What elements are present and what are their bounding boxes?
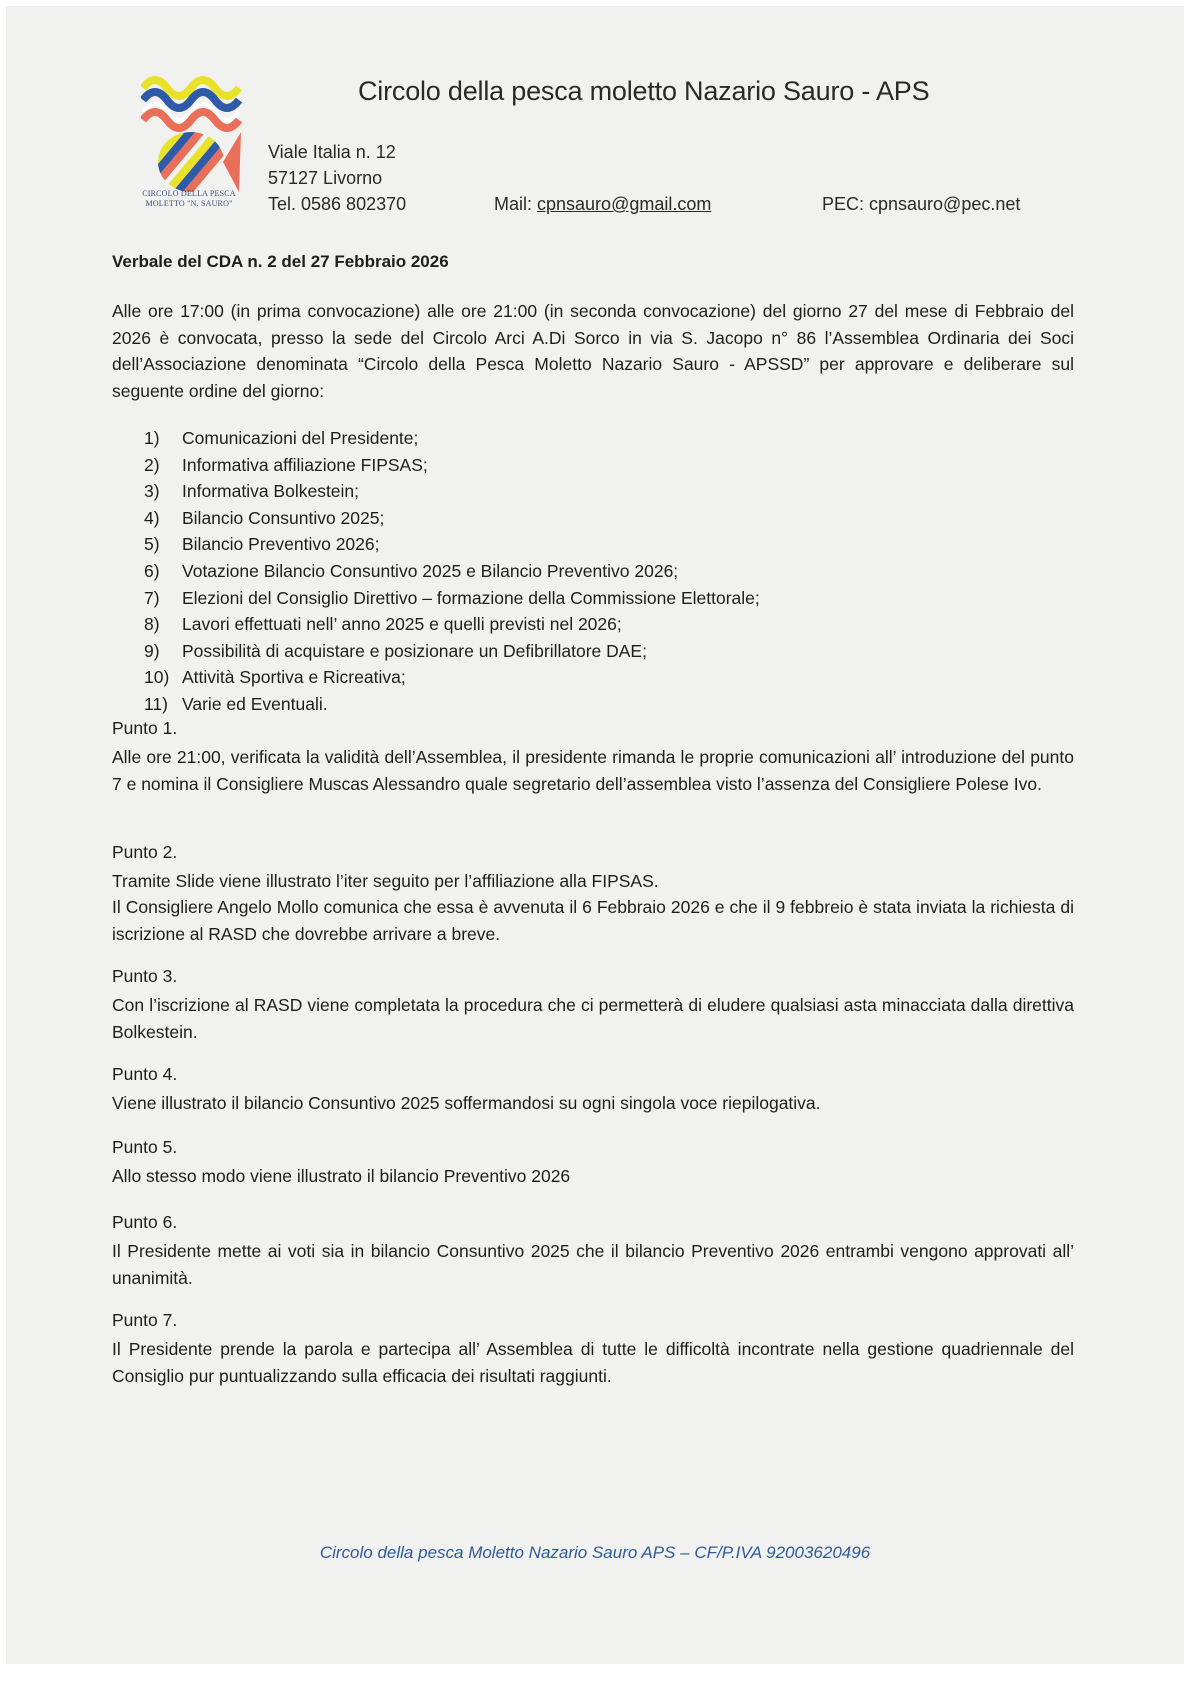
- punto-3-title: Punto 3.: [112, 966, 178, 986]
- agenda-item: [144, 664, 760, 691]
- agenda-text: Bilancio Preventivo 2026;: [182, 534, 380, 555]
- agenda-number: 8): [144, 614, 160, 635]
- agenda-item: [144, 452, 760, 479]
- punto-7-text: Il Presidente prende la parola e partecipa all’ Assemblea di tutte le difficoltà incontrate nella gestione quadriennale del Consiglio pur puntualizzando sulla efficacia dei risultati raggiunti.: [112, 1339, 1074, 1386]
- agenda-text: Attività Sportiva e Ricreativa;: [182, 667, 406, 688]
- punto-4-text: Viene illustrato il bilancio Consuntivo 2025 soffermandosi su ogni singola voce riepilogativa.: [112, 1093, 821, 1113]
- footer-text: Circolo della pesca Moletto Nazario Sauro APS – CF/P.IVA 92003620496: [319, 1543, 871, 1562]
- agenda-number: 7): [144, 587, 160, 608]
- document-page: [6, 6, 1184, 1664]
- punto-6-title: Punto 6.: [112, 1212, 178, 1232]
- agenda-item: [144, 611, 760, 638]
- mail-label: Mail:: [494, 194, 538, 214]
- agenda-text: Informativa affiliazione FIPSAS;: [182, 454, 428, 475]
- organization-title: Circolo della pesca moletto Nazario Sauro - APS: [358, 76, 930, 106]
- agenda-number: 5): [144, 534, 160, 555]
- phone-number: Tel. 0586 802370: [268, 194, 407, 214]
- intro-paragraph: Alle ore 17:00 (in prima convocazione) alle ore 21:00 (in seconda convocazione) del giorno 27 del mese di Febbraio del 2026 è convocata, presso la sede del Circolo Arci A.Di Sorco in via S. Jacopo n° 86 l’Assemblea Ordinaria dei Soci dell’Associazione denominata “Circolo della Pesca Moletto Nazario Sauro - APSSD” per approvare e deliberare sul seguente ordine del giorno:: [112, 301, 1074, 401]
- pec-contact: PEC: cpnsauro@pec.net: [822, 194, 1021, 214]
- logo-caption-line1: CIRCOLO DELLA PESCA: [142, 189, 236, 198]
- punto-4-title: Punto 4.: [112, 1064, 178, 1084]
- agenda-text: Elezioni del Consiglio Direttivo – formazione della Commissione Elettorale;: [182, 587, 760, 608]
- agenda-number: 9): [144, 640, 160, 661]
- punto-7-title: Punto 7.: [112, 1310, 178, 1330]
- agenda-item: [144, 585, 760, 612]
- punto-2-title: Punto 2.: [112, 842, 178, 862]
- agenda-list: [144, 425, 760, 718]
- agenda-number: 2): [144, 454, 160, 475]
- agenda-item: [144, 691, 760, 718]
- agenda-text: Lavori effettuati nell’ anno 2025 e quelli previsti nel 2026;: [182, 614, 622, 635]
- agenda-number: 6): [144, 560, 160, 581]
- agenda-item: [144, 505, 760, 532]
- agenda-text: Comunicazioni del Presidente;: [182, 428, 419, 448]
- agenda-item: [144, 638, 760, 665]
- document-title: Verbale del CDA n. 2 del 27 Febbraio 2026: [112, 252, 449, 271]
- mail-contact: [494, 194, 711, 215]
- agenda-text: Informativa Bolkestein;: [182, 481, 360, 502]
- punto-2-text: Il Consigliere Angelo Mollo comunica che essa è avvenuta il 6 Febbraio 2026 e che il 9 febbreio è stata inviata la richiesta di iscrizione al RASD che dovrebbe arrivare a breve.: [112, 897, 1074, 944]
- address-city: 57127 Livorno: [268, 168, 383, 188]
- agenda-item: [144, 425, 760, 452]
- agenda-number: 4): [144, 507, 160, 528]
- punto-1-text: Alle ore 21:00, verificata la validità dell’Assemblea, il presidente rimanda le proprie comunicazioni all’ introduzione del punto 7 e nomina il Consigliere Muscas Alessandro quale segretario dell’assemblea visto l’assenza del Consigliere Polese Ivo.: [112, 747, 1074, 794]
- agenda-item: [144, 478, 760, 505]
- punto-5-text: Allo stesso modo viene illustrato il bilancio Preventivo 2026: [112, 1166, 571, 1186]
- agenda-item: [144, 558, 760, 585]
- agenda-number: 3): [144, 481, 160, 502]
- agenda-text: Votazione Bilancio Consuntivo 2025 e Bilancio Preventivo 2026;: [182, 560, 679, 581]
- punto-3-text: Con l’iscrizione al RASD viene completata la procedura che ci permetterà di eludere qualsiasi asta minacciata dalla direttiva Bolkestein.: [112, 995, 1074, 1042]
- agenda-text: Possibilità di acquistare e posizionare un Defibrillatore DAE;: [182, 640, 647, 661]
- agenda-number: 1): [144, 428, 160, 448]
- agenda-text: Bilancio Consuntivo 2025;: [182, 507, 385, 528]
- mail-link[interactable]: cpnsauro@gmail.com: [537, 194, 712, 214]
- fish-waves-icon: [141, 74, 256, 194]
- address-street: Viale Italia n. 12: [268, 142, 396, 162]
- agenda-number: 10): [144, 667, 170, 688]
- punto-2-text-line1: Tramite Slide viene illustrato l’iter seguito per l’affiliazione alla FIPSAS.: [112, 871, 659, 891]
- logo-caption-line2: MOLETTO "N. SAURO": [145, 199, 233, 208]
- agenda-item: [144, 531, 760, 558]
- punto-5-title: Punto 5.: [112, 1137, 178, 1157]
- punto-6-text: Il Presidente mette ai voti sia in bilancio Consuntivo 2025 che il bilancio Preventivo 2026 entrambi vengono approvati all’ unanimità.: [112, 1241, 1074, 1288]
- agenda-text: Varie ed Eventuali.: [182, 693, 328, 714]
- punto-1-title: Punto 1.: [112, 718, 178, 738]
- agenda-number: 11): [144, 693, 168, 714]
- logo-caption: [124, 189, 254, 209]
